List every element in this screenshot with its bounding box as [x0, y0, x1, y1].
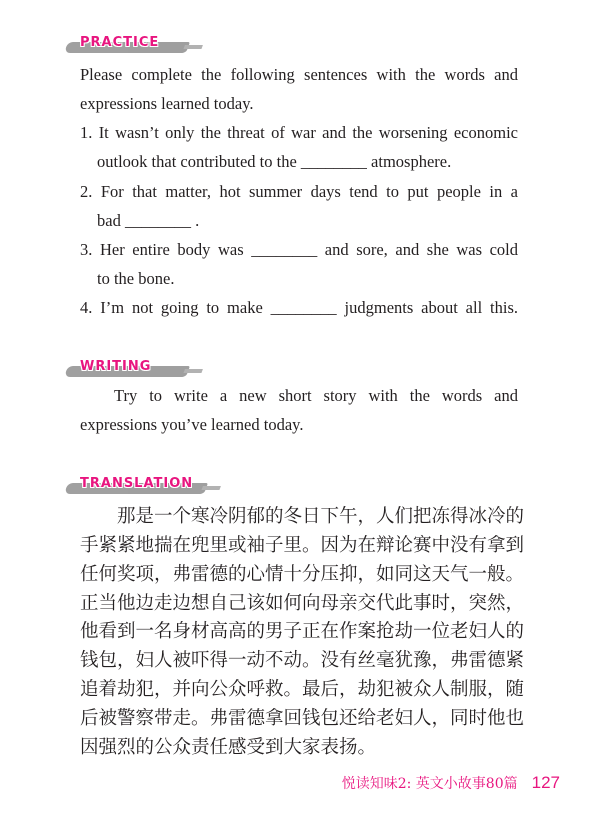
practice-item-3: to the bone.	[97, 269, 175, 288]
practice-item-3: 3. Her entire body was ________ and sore, and she was cold	[80, 240, 518, 259]
translation-line: 正当他边走边想自己该如何向母亲交代此事时，突然，	[80, 593, 525, 614]
translation-line: 因强烈的公众责任感受到大家表扬。	[80, 737, 377, 758]
translation-line: 他看到一名身材高高的男子正在作案抢劫一位老妇人的	[80, 621, 525, 642]
translation-line: 追着劫犯，并向公众呼救。最后，劫犯被众人制服，随	[80, 679, 525, 700]
practice-item-2: bad ________ .	[97, 211, 200, 230]
practice-item-4: 4. I’m not going to make ________ judgments about all this.	[80, 298, 518, 317]
translation-line: 任何奖项，弗雷德的心情十分压抑，如同这天气一般。	[80, 564, 525, 585]
book-title: 悦读知味2: 英文小故事80篇	[341, 776, 518, 792]
page-footer	[300, 773, 560, 793]
page: PRACTICE Please complete the following sentences with the words and expressions learned today. 1. It wasn’t only the threat of war and the worsening economic outlook that contributed to the ________ atmosphere. 2. For that matter, hot summer days tend to put people in a bad ________ . 3. Her entire body was ________ and sore, and she was cold to the bone. 4. I’m not going to make ________ judgments about all this. WRITING Try to write a new short story with the words and expressions you’ve learned today. TRANSLATION 那是一个寒冷阴郁的冬日下午，人们把冻得冰冷的 手紧紧地揣在兜里或袖子里。因为在辩论赛中没有拿到 任何奖项，弗雷德的心情十分压抑，如同这天气一般。 正当他边走边想自己该如何向母亲交代此事时，突然， 他看到一名身材高高的男子正在作案抢劫一位老妇人的 钱包，妇人被吓得一动不动。没有丝毫犹豫，弗雷德紧 追着劫犯，并向公众呼救。最后，劫犯被众人制服，随 后被警察带走。弗雷德拿回钱包还给老妇人，同时他也 因强烈的公众责任感受到大家表扬。 悦读知味2: 英文小故事80篇 127	[0, 0, 600, 827]
practice-instruction: Please complete the following sentences with the words and	[80, 65, 518, 84]
translation-line: 手紧紧地揣在兜里或袖子里。因为在辩论赛中没有拿到	[80, 535, 525, 556]
practice-item-1: 1. It wasn’t only the threat of war and the worsening economic	[80, 123, 518, 142]
practice-item-2: 2. For that matter, hot summer days tend to put people in a	[80, 182, 518, 201]
translation-line: 钱包，妇人被吓得一动不动。没有丝毫犹豫，弗雷德紧	[80, 650, 525, 671]
writing-text: Try to write a new short story with the words and	[114, 386, 518, 405]
translation-line: 后被警察带走。弗雷德拿回钱包还给老妇人，同时他也	[80, 708, 525, 729]
practice-instruction: expressions learned today.	[80, 94, 254, 113]
writing-text: expressions you’ve learned today.	[80, 415, 304, 434]
practice-item-1: outlook that contributed to the ________ atmosphere.	[97, 152, 452, 171]
page-number: 127	[531, 773, 560, 792]
translation-line: 那是一个寒冷阴郁的冬日下午，人们把冻得冰冷的	[117, 506, 525, 527]
